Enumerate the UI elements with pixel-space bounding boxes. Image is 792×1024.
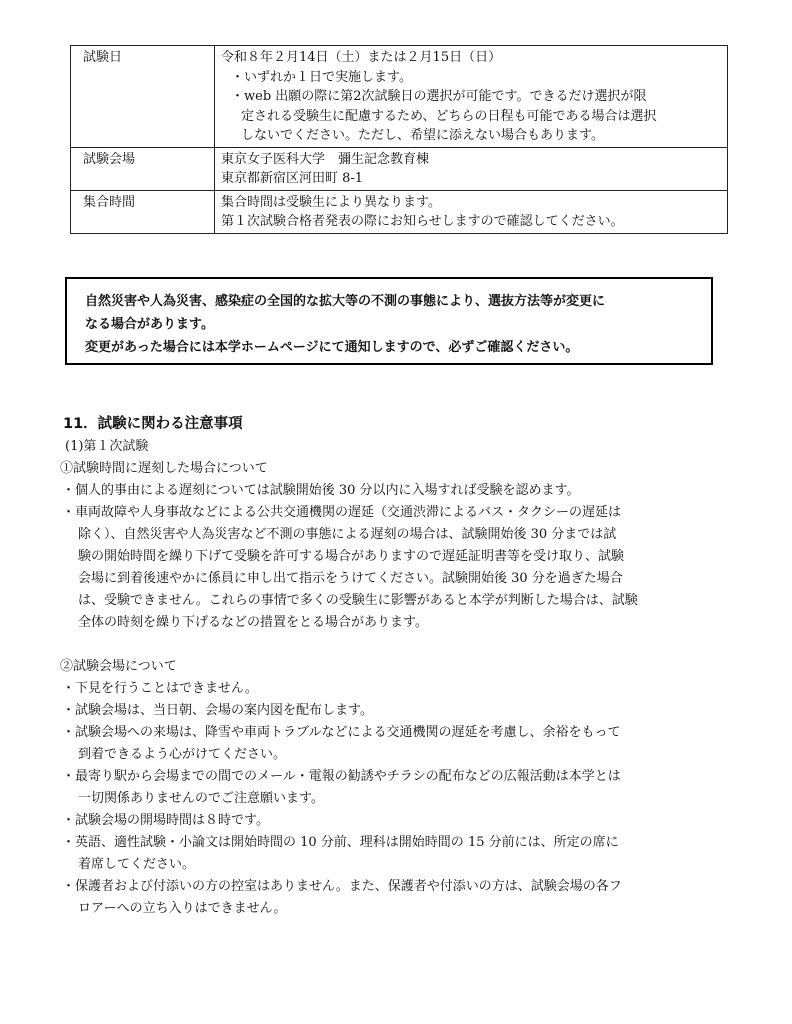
item-heading-venue: ②試験会場について [60, 659, 177, 674]
table-row-meeting-time [71, 190, 728, 233]
row-label: 集合時間 [71, 190, 215, 233]
row-value: 令和８年２月14日（土）または２月15日（日） ・いずれか１日で実施します。 ・web 出願の際に第2次試験日の選択が可能です。できるだけ選択が限 定される受験生に配慮するため、どちらの日程も可能である場合は選択 しないでください。ただし、希望に添えない場合もあります。 [215, 46, 728, 148]
exam-info-table [70, 45, 728, 234]
table-row-exam-venue [71, 147, 728, 190]
subsection-title: (1)第１次試験 [65, 439, 149, 454]
notice-box: 自然災害や人為災害、感染症の全国的な拡大等の不測の事態により、選抜方法等が変更に なる場合があります。 変更があった場合には本学ホームページにて通知しますので、必ずご確認ください。 [65, 277, 713, 365]
list-item: ・英語、適性試験・小論文は開始時間の 10 分前、理科は開始時間の 15 分前には、所定の席に 着席してください。 [62, 835, 619, 872]
row-value: 集合時間は受験生により異なります。 第１次試験合格者発表の際にお知らせしますので確認してください。 [215, 190, 728, 233]
row-label: 試験日 [71, 46, 215, 148]
section-title: 11．試験に関わる注意事項 [63, 416, 243, 432]
list-item: ・個人的事由による遅刻については試験開始後 30 分以内に入場すれば受験を認めます。 [62, 483, 580, 498]
row-label: 試験会場 [71, 147, 215, 190]
list-item: ・試験会場の開場時間は８時です。 [62, 813, 269, 828]
row-value: 東京女子医科大学 彌生記念教育棟 東京都新宿区河田町 8-1 [215, 147, 728, 190]
list-item: ・試験会場は、当日朝、会場の案内図を配布します。 [62, 703, 373, 718]
list-item: ・下見を行うことはできません。 [62, 681, 258, 696]
list-item: ・車両故障や人身事故などによる公共交通機関の遅延（交通渋滞によるバス・タクシーの遅延は 除く）、自然災害や人為災害など不測の事態による遅刻の場合は、試験開始後 30 分までは試 験の開始時間を繰り下げて受験を許可する場合がありますので遅延証明書等を受け取り、試験 会場に到着後速やかに係員に申し出て指示をうけてください。試験開始後 30 分を過ぎた場合 は、受験できません。これらの事情で多くの受験生に影響があると本学が判断した場合は、試験 全体の時刻を繰り下げるなどの措置をとる場合があります。 [62, 505, 638, 630]
list-item: ・最寄り駅から会場までの間でのメール・電報の勧誘やチラシの配布などの広報活動は本学とは 一切関係ありませんのでご注意願います。 [62, 769, 621, 806]
list-item: ・試験会場への来場は、降雪や車両トラブルなどによる交通機関の遅延を考慮し、余裕をもって 到着できるよう心がけてください。 [62, 725, 621, 762]
section-exam-precautions [56, 412, 726, 920]
item-heading-late-arrival: ①試験時間に遅刻した場合について [60, 461, 268, 476]
table-row-exam-date [71, 46, 728, 148]
list-item: ・保護者および付添いの方の控室はありません。また、保護者や付添いの方は、試験会場の各フ ロアーへの立ち入りはできません。 [62, 879, 622, 916]
